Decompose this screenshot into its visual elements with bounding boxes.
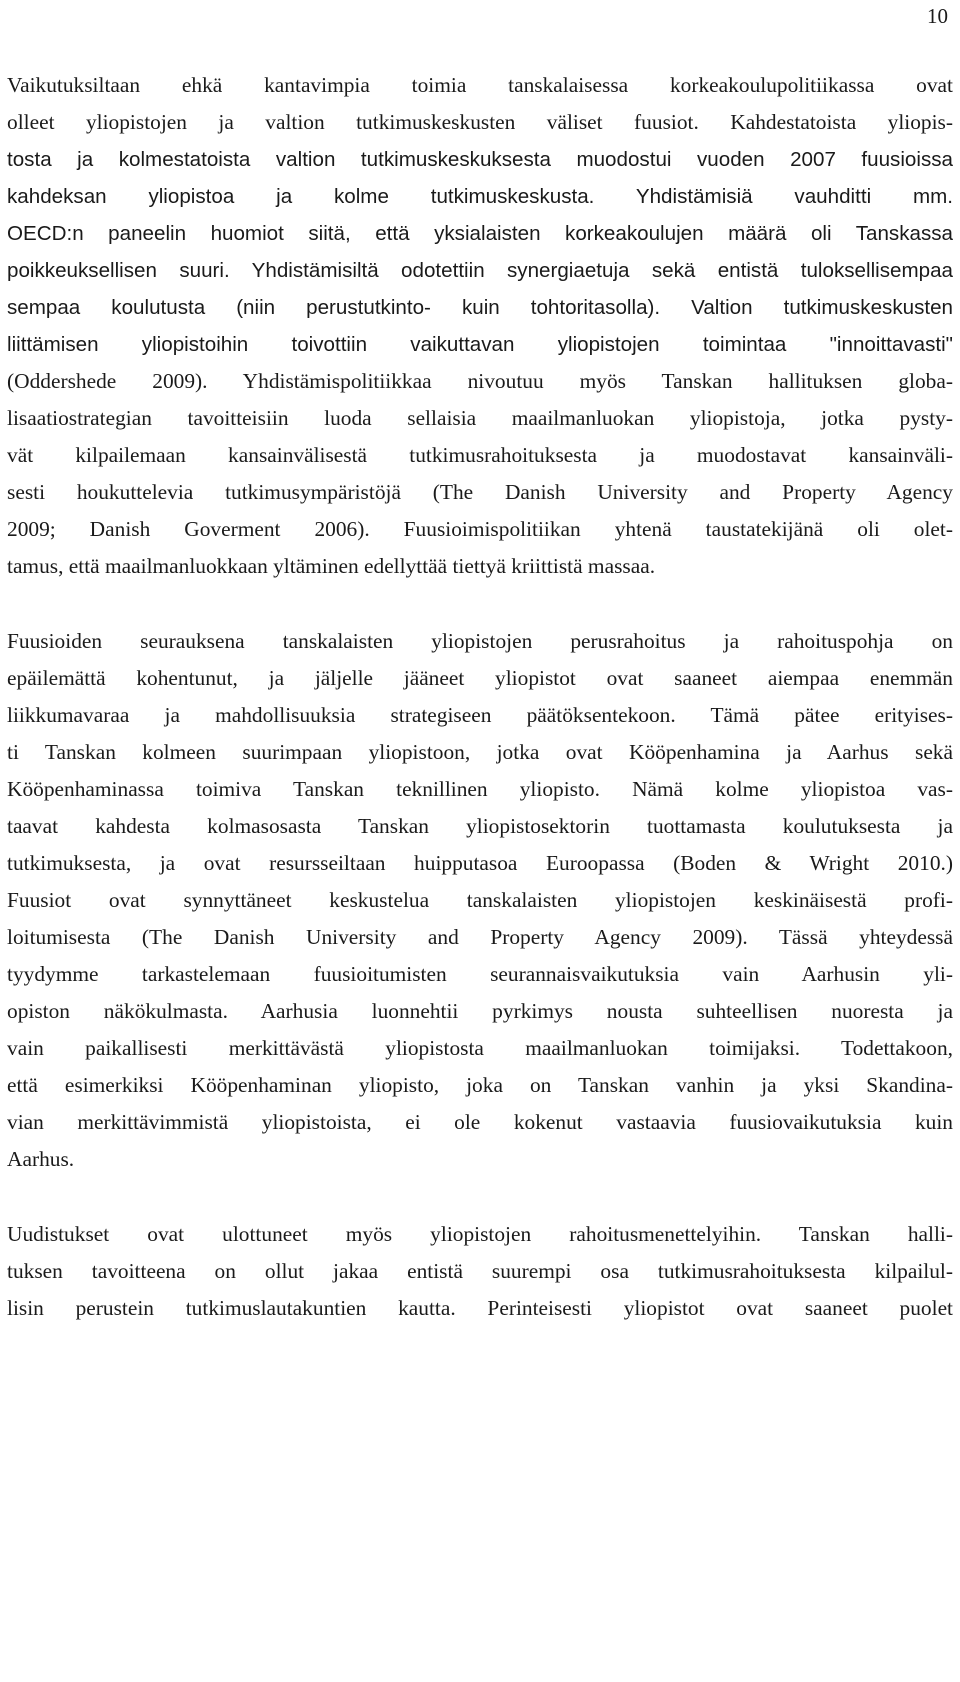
text-line: ti Tanskan kolmeen suurimpaan yliopistoon, jotka ovat Kööpenhamina ja Aarhus sekä: [7, 740, 953, 764]
text-line: vian merkittävimmistä yliopistoista, ei ole kokenut vastaavia fuusiovaikutuksia kuin: [7, 1110, 953, 1134]
text-line: tosta ja kolmestatoista valtion tutkimuskeskuksesta muodostui vuoden 2007 fuusioissa: [7, 148, 953, 171]
text-line: tamus, että maailmanluokkaan yltäminen edellyttää tiettyä kriittistä massaa.: [7, 554, 656, 578]
text-line: Aarhus.: [7, 1147, 75, 1171]
text-line: 2009; Danish Goverment 2006). Fuusioimispolitiikan yhtenä taustatekijänä oli olet-: [7, 517, 953, 541]
text-line: tuksen tavoitteena on ollut jakaa entistä suurempi osa tutkimusrahoituksesta kilpailul-: [7, 1259, 953, 1283]
text-line: Uudistukset ovat ulottuneet myös yliopistojen rahoitusmenettelyihin. Tanskan halli-: [7, 1222, 953, 1246]
text-line: lisaatiostrategian tavoitteisiin luoda sellaisia maailmanluokan yliopistoja, jotka pysty-: [7, 406, 953, 430]
paragraph-2: [7, 623, 953, 1178]
text-line: liittämisen yliopistoihin toivottiin vaikuttavan yliopistojen toimintaa "innoittavasti": [7, 333, 953, 356]
text-line: vain paikallisesti merkittävästä yliopistosta maailmanluokan toimijaksi. Todettakoon,: [7, 1036, 953, 1060]
text-line: loitumisesta (The Danish University and Property Agency 2009). Tässä yhteydessä: [7, 925, 953, 949]
text-line: olleet yliopistojen ja valtion tutkimuskeskusten väliset fuusiot. Kahdestatoista yliopis-: [7, 110, 953, 134]
text-line: taavat kahdesta kolmasosasta Tanskan yliopistosektorin tuottamasta koulutuksesta ja: [7, 814, 953, 838]
text-line: Kööpenhaminassa toimiva Tanskan teknillinen yliopisto. Nämä kolme yliopistoa vas-: [7, 777, 953, 801]
text-line: että esimerkiksi Kööpenhaminan yliopisto, joka on Tanskan vanhin ja yksi Skandina-: [7, 1073, 953, 1097]
text-line: vät kilpailemaan kansainvälisestä tutkimusrahoituksesta ja muodostavat kansainväli-: [7, 443, 953, 467]
text-line: OECD:n paneelin huomiot siitä, että yksialaisten korkeakoulujen määrä oli Tanskassa: [7, 222, 953, 245]
text-line: kahdeksan yliopistoa ja kolme tutkimuskeskusta. Yhdistämisiä vauhditti mm.: [7, 185, 953, 208]
text-line: Fuusioiden seurauksena tanskalaisten yliopistojen perusrahoitus ja rahoituspohja on: [7, 629, 953, 653]
text-line: Fuusiot ovat synnyttäneet keskustelua tanskalaisten yliopistojen keskinäisestä profi-: [7, 888, 953, 912]
text-line: Vaikutuksiltaan ehkä kantavimpia toimia tanskalaisessa korkeakoulupolitiikassa ovat: [7, 73, 953, 97]
text-line: opiston näkökulmasta. Aarhusia luonnehtii pyrkimys nousta suhteellisen nuoresta ja: [7, 999, 953, 1023]
text-line: (Oddershede 2009). Yhdistämispolitiikkaa nivoutuu myös Tanskan hallituksen globa-: [7, 369, 953, 393]
text-line: liikkumavaraa ja mahdollisuuksia strategiseen päätöksentekoon. Tämä pätee erityises-: [7, 703, 953, 727]
text-line: tyydymme tarkastelemaan fuusioitumisten seurannaisvaikutuksia vain Aarhusin yli-: [7, 962, 953, 986]
text-line: sesti houkuttelevia tutkimusympäristöjä (The Danish University and Property Agency: [7, 480, 953, 504]
paragraph-3: [7, 1216, 953, 1327]
paragraph-1: [7, 67, 953, 585]
text-line: lisin perustein tutkimuslautakuntien kautta. Perinteisesti yliopistot ovat saaneet puolet: [7, 1296, 953, 1320]
page-number: 10: [927, 4, 948, 28]
text-line: poikkeuksellisen suuri. Yhdistämisiltä odotettiin synergiaetuja sekä entistä tuloksellisempaa: [7, 259, 953, 282]
body-text: [7, 67, 953, 1327]
text-line: tutkimuksesta, ja ovat resursseiltaan huipputasoa Euroopassa (Boden & Wright 2010.): [7, 851, 953, 875]
text-line: sempaa koulutusta (niin perustutkinto- kuin tohtoritasolla). Valtion tutkimuskeskusten: [7, 296, 953, 319]
text-line: epäilemättä kohentunut, ja jäljelle jääneet yliopistot ovat saaneet aiempaa enemmän: [7, 666, 953, 690]
